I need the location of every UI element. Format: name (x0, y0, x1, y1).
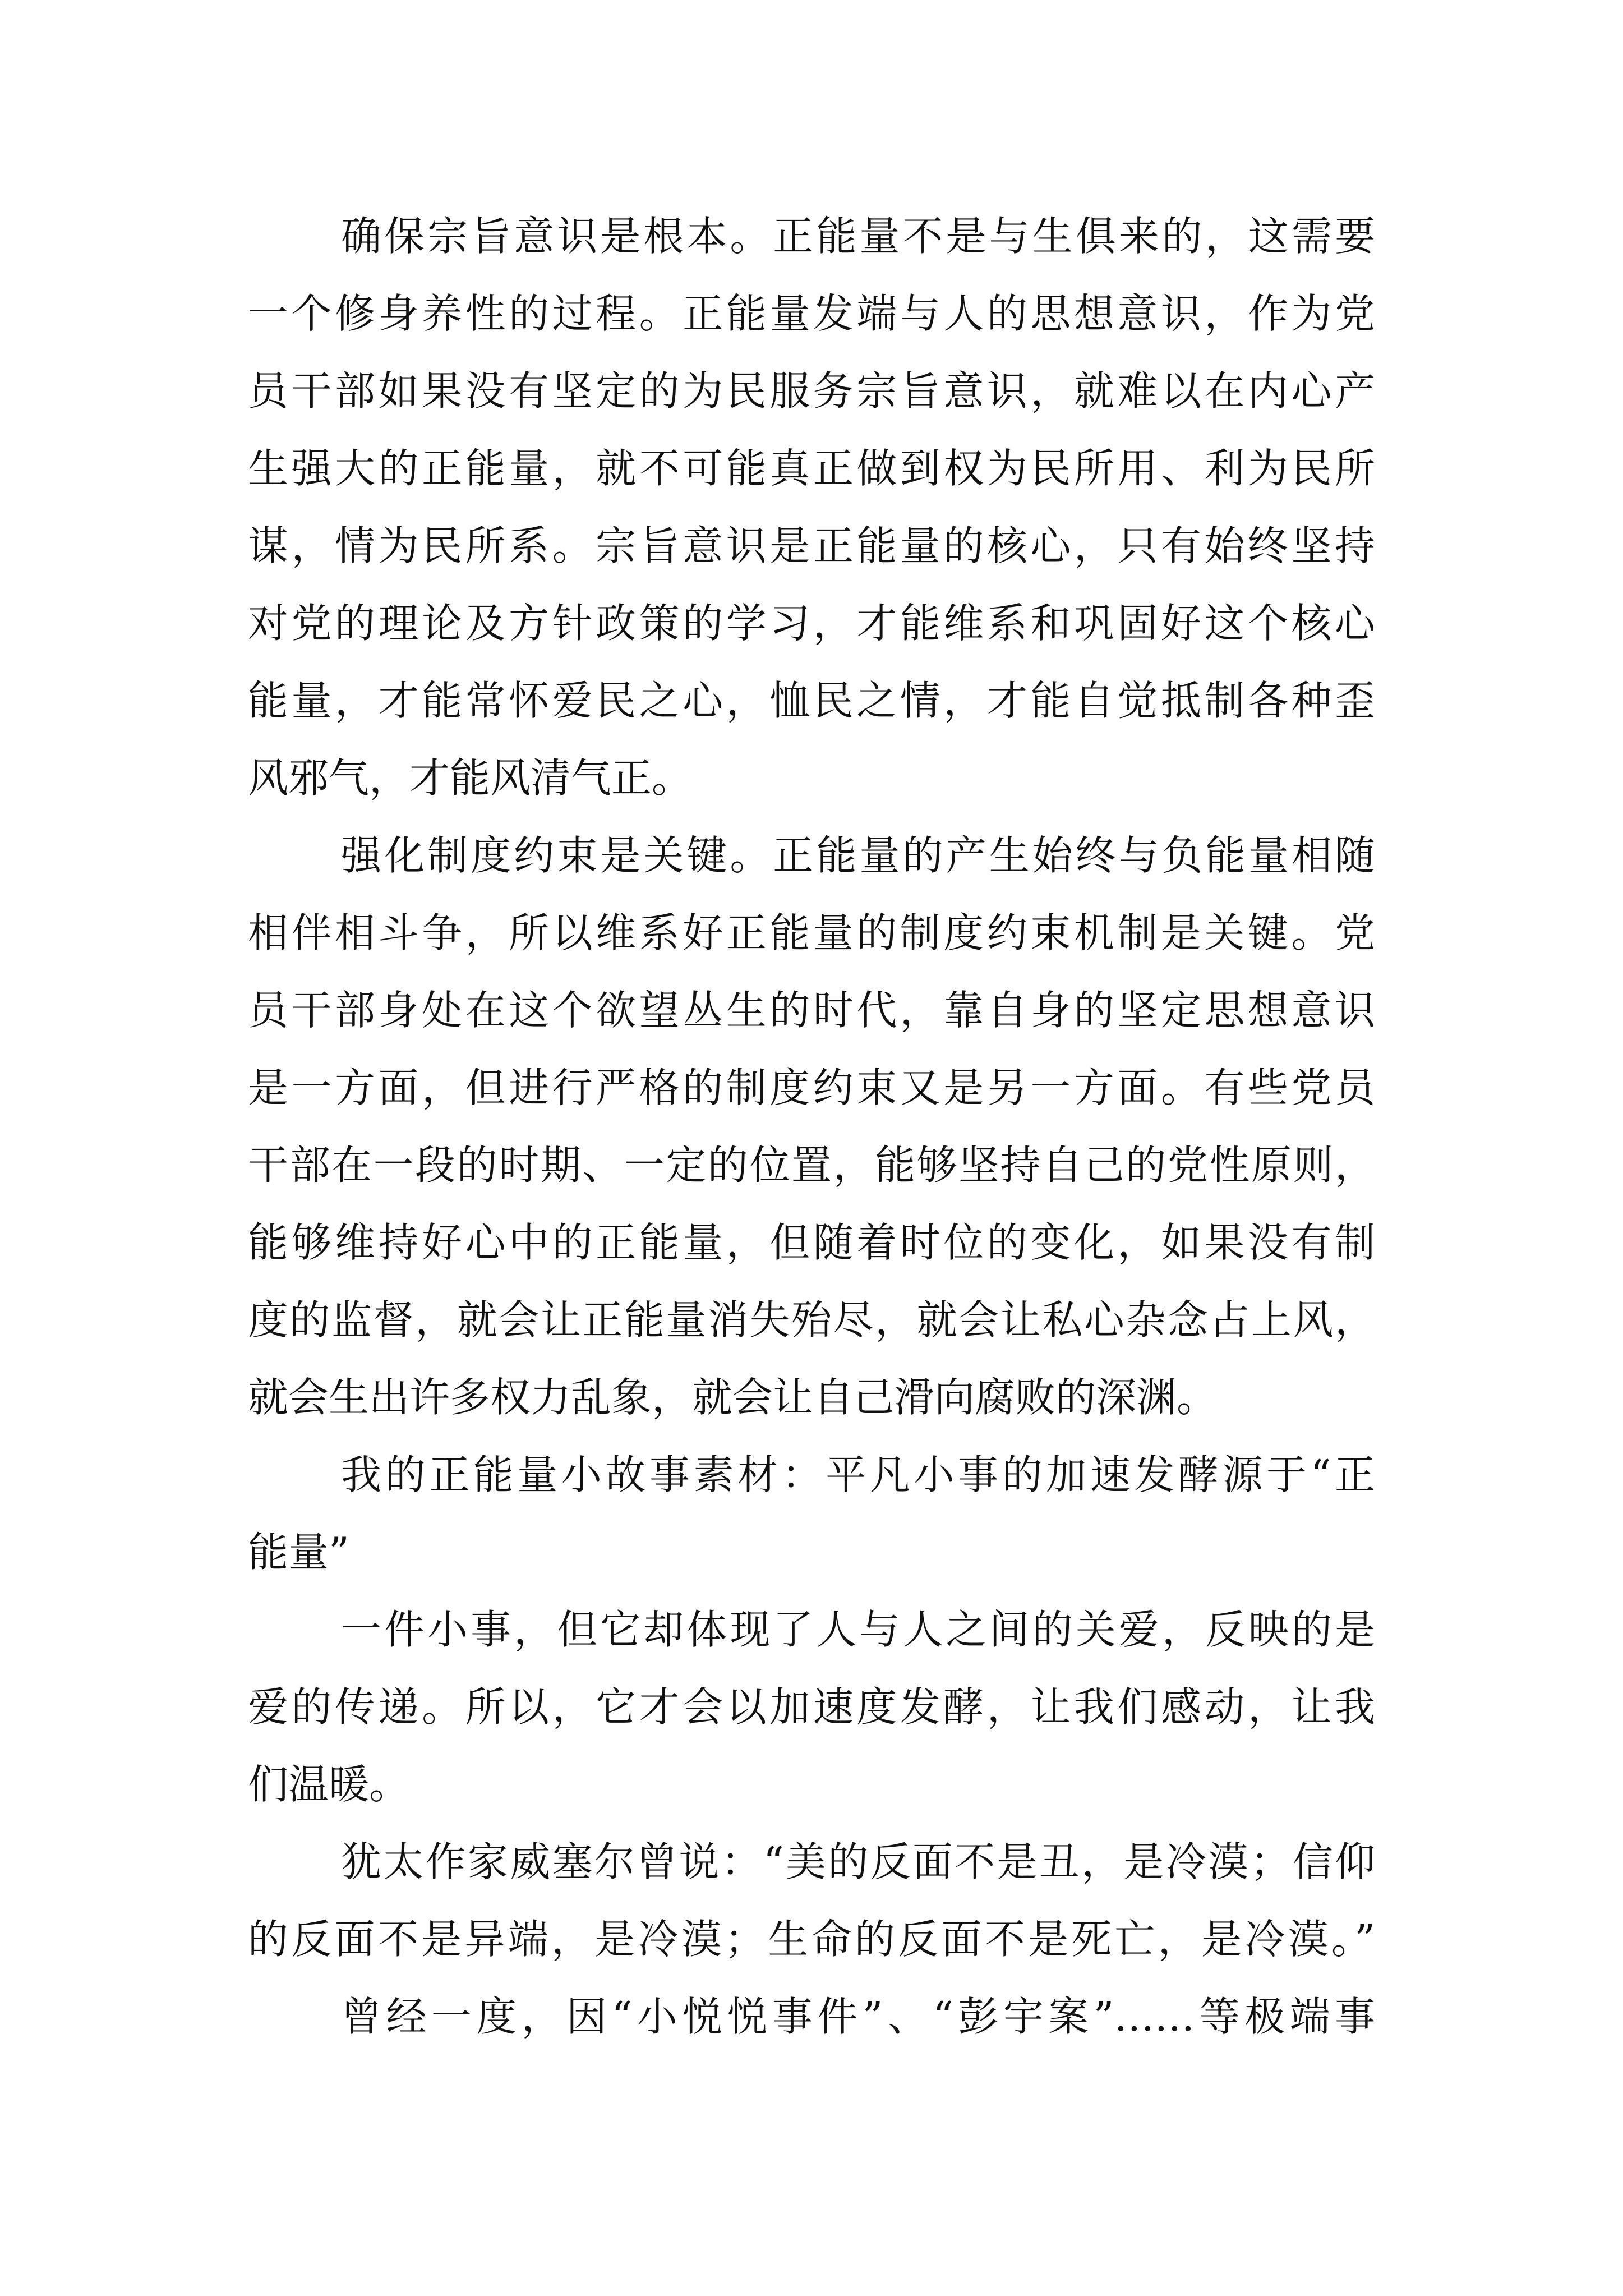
text-line: 的反面不是异端，是冷漠；生命的反面不是死亡，是冷漠。” (248, 1916, 1375, 1963)
body-text (248, 197, 1375, 2055)
text-line: 风邪气，才能风清气正。 (248, 754, 693, 802)
text-line: 一个修身养性的过程。正能量发端与人的思想意识，作为党 (248, 290, 1375, 337)
text-line: 爱的传递。所以，它才会以加速度发酵，让我们感动，让我 (248, 1683, 1375, 1731)
text-line: 曾经一度，因“小悦悦事件”、“彭宇案”……等极端事 (341, 1993, 1375, 2040)
text-line: 生强大的正能量，就不可能真正做到权为民所用、利为民所 (248, 445, 1375, 492)
text-line: 就会生出许多权力乱象，就会让自己滑向腐败的深渊。 (248, 1374, 1218, 1421)
text-line: 犹太作家威塞尔曾说：“美的反面不是丑，是冷漠；信仰 (341, 1838, 1375, 1885)
text-line: 谋，情为民所系。宗旨意识是正能量的核心，只有始终坚持 (248, 522, 1375, 569)
text-line: 能量” (248, 1529, 349, 1576)
text-line: 度的监督，就会让正能量消失殆尽，就会让私心杂念占上风， (248, 1296, 1375, 1343)
text-line: 员干部身处在这个欲望丛生的时代，靠自身的坚定思想意识 (248, 987, 1375, 1034)
text-line: 相伴相斗争，所以维系好正能量的制度约束机制是关键。党 (248, 909, 1375, 956)
text-line: 强化制度约束是关键。正能量的产生始终与负能量相随 (341, 832, 1375, 879)
text-line: 干部在一段的时期、一定的位置，能够坚持自己的党性原则， (248, 1142, 1375, 1189)
text-line: 能够维持好心中的正能量，但随着时位的变化，如果没有制 (248, 1219, 1375, 1266)
text-line: 是一方面，但进行严格的制度约束又是另一方面。有些党员 (248, 1064, 1375, 1111)
text-line: 我的正能量小故事素材：平凡小事的加速发酵源于“正 (341, 1451, 1375, 1498)
text-line: 能量，才能常怀爱民之心，恤民之情，才能自觉抵制各种歪 (248, 677, 1375, 724)
text-line: 确保宗旨意识是根本。正能量不是与生俱来的，这需要 (341, 213, 1375, 260)
text-line: 对党的理论及方针政策的学习，才能维系和巩固好这个核心 (248, 600, 1375, 647)
text-line: 一件小事，但它却体现了人与人之间的关爱，反映的是 (341, 1606, 1375, 1653)
text-line: 员干部如果没有坚定的为民服务宗旨意识，就难以在内心产 (248, 367, 1375, 415)
text-line: 们温暖。 (248, 1761, 410, 1808)
